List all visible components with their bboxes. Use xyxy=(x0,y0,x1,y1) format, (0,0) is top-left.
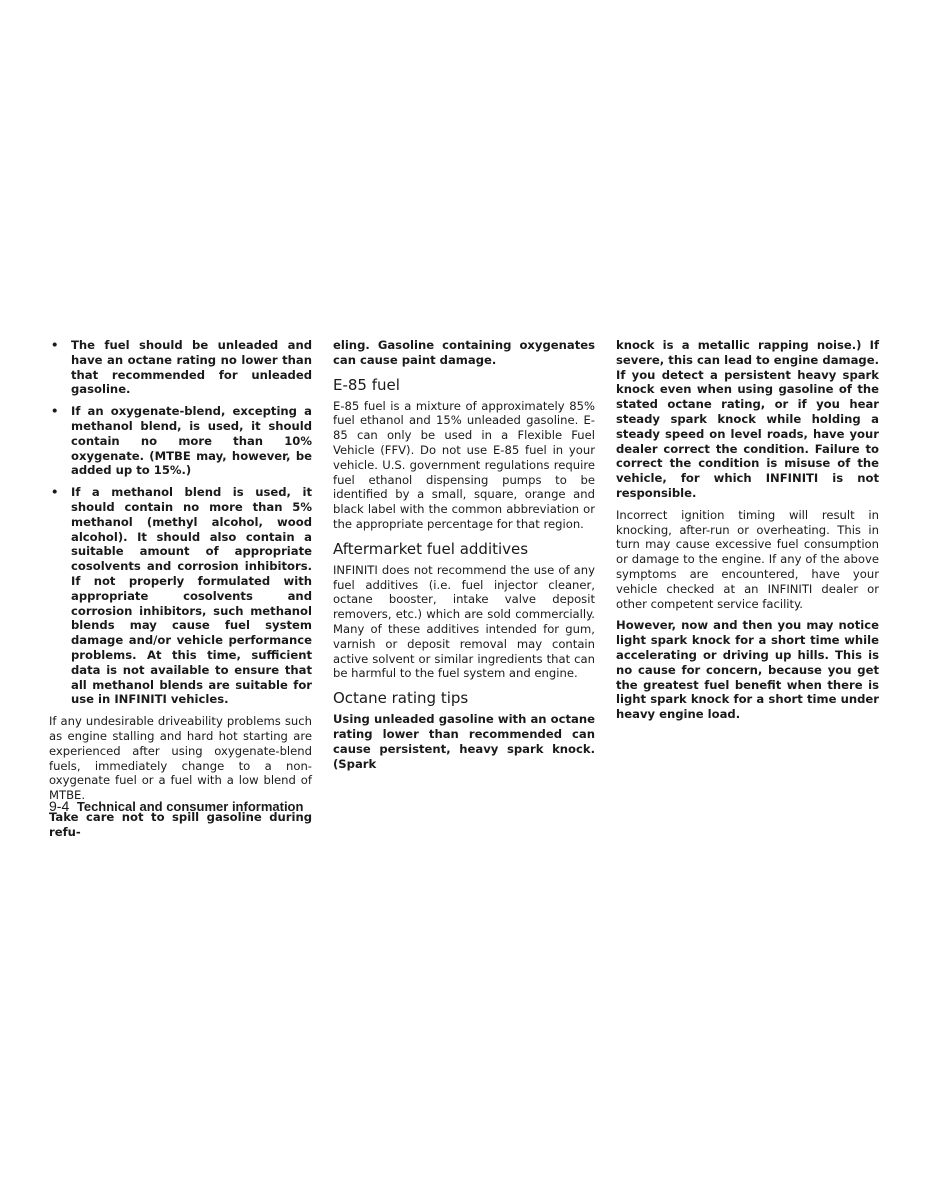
ignition-timing-paragraph: Incorrect ignition timing will result in knocking, after-run or overheating. This in turn may cause excessive fuel consumption or damage to the engine. If any of the above symptoms are encountered, have your vehicle checked at an INFINITI dealer or other competent service facility. xyxy=(616,507,879,611)
additives-paragraph: INFINITI does not recommend the use of any fuel additives (i.e. fuel injector cleaner, octane booster, intake valve deposit removers, etc.) which are sold commercially. Many of these additives intended for gum, varnish or deposit removal may contain active solvent or similar ingredients that can be harmful to the fuel system and engine. xyxy=(333,562,595,681)
spill-warning-continued: eling. Gasoline containing oxygenates can cause paint damage. xyxy=(333,338,595,367)
octane-warning-continued: knock is a metallic rapping noise.) If severe, this can lead to engine damage. If you detect a persistent heavy spark knock even when using gasoline of the stated octane rating, or if you hear steady spark knock while holding a steady speed on level roads, have your dealer correct the condition. Failure to correct the condition is misuse of the vehicle, for which INFINITI is not responsible. xyxy=(616,338,879,500)
bullet-icon: • xyxy=(51,485,59,500)
column-3 xyxy=(616,338,879,729)
heading-octane-tips: Octane rating tips xyxy=(333,689,469,708)
octane-warning-start: Using unleaded gasoline with an octane rating lower than recommended can cause persistent, heavy spark knock. (Spark xyxy=(333,712,595,771)
heading-e85-fuel: E-85 fuel xyxy=(333,375,400,394)
light-knock-paragraph: However, now and then you may notice light spark knock for a short time while accelerating or driving up hills. This is no cause for concern, because you get the greatest fuel benefit when there is light spark knock for a short time under heavy engine load. xyxy=(616,618,879,722)
bullet-list xyxy=(49,338,312,707)
page-number: 9-4 xyxy=(49,798,70,814)
column-2 xyxy=(333,338,595,778)
list-item xyxy=(49,404,312,478)
list-item xyxy=(49,485,312,707)
bullet-icon: • xyxy=(51,404,59,419)
bullet-text: If a methanol blend is used, it should contain no more than 5% methanol (methyl alcohol, wood alcohol). It should also contain a suitable amount of appropriate cosolvents and corrosion inhibitors. If not properly formulated with appropriate cosolvents and corrosion inhibitors, such methanol blends may cause fuel system damage and/or vehicle performance problems. At this time, sufficient data is not available to ensure that all methanol blends are suitable for use in INFINITI vehicles. xyxy=(71,485,312,707)
list-item xyxy=(49,338,312,397)
spill-warning-start: Take care not to spill gasoline during refu- xyxy=(49,809,312,839)
bullet-text: The fuel should be unleaded and have an octane rating no lower than that recommended for unleaded gasoline. xyxy=(71,338,312,397)
e85-paragraph: E-85 fuel is a mixture of approximately 85% fuel ethanol and 15% unleaded gasoline. E-85 can only be used in a Flexible Fuel Vehicle (FFV). Do not use E-85 fuel in your vehicle. U.S. government regulations require fuel ethanol dispensing pumps to be identified by a small, square, orange and black label with the common abbreviation or the appropriate percentage for that region. xyxy=(333,398,595,531)
column-1 xyxy=(49,338,312,847)
page-footer xyxy=(49,798,303,815)
driveability-paragraph: If any undesirable driveability problems such as engine stalling and hard hot starting are experienced after using oxygenate-blend fuels, immediately change to a non-oxygenate fuel or a fuel with a low blend of MTBE. xyxy=(49,714,312,803)
section-title: Technical and consumer information xyxy=(76,799,304,814)
bullet-text: If an oxygenate-blend, excepting a methanol blend, is used, it should contain no more than 10% oxygenate. (MTBE may, however, be added up to 15%.) xyxy=(71,404,312,478)
bullet-icon: • xyxy=(51,338,59,352)
heading-aftermarket-additives: Aftermarket fuel additives xyxy=(333,539,529,558)
